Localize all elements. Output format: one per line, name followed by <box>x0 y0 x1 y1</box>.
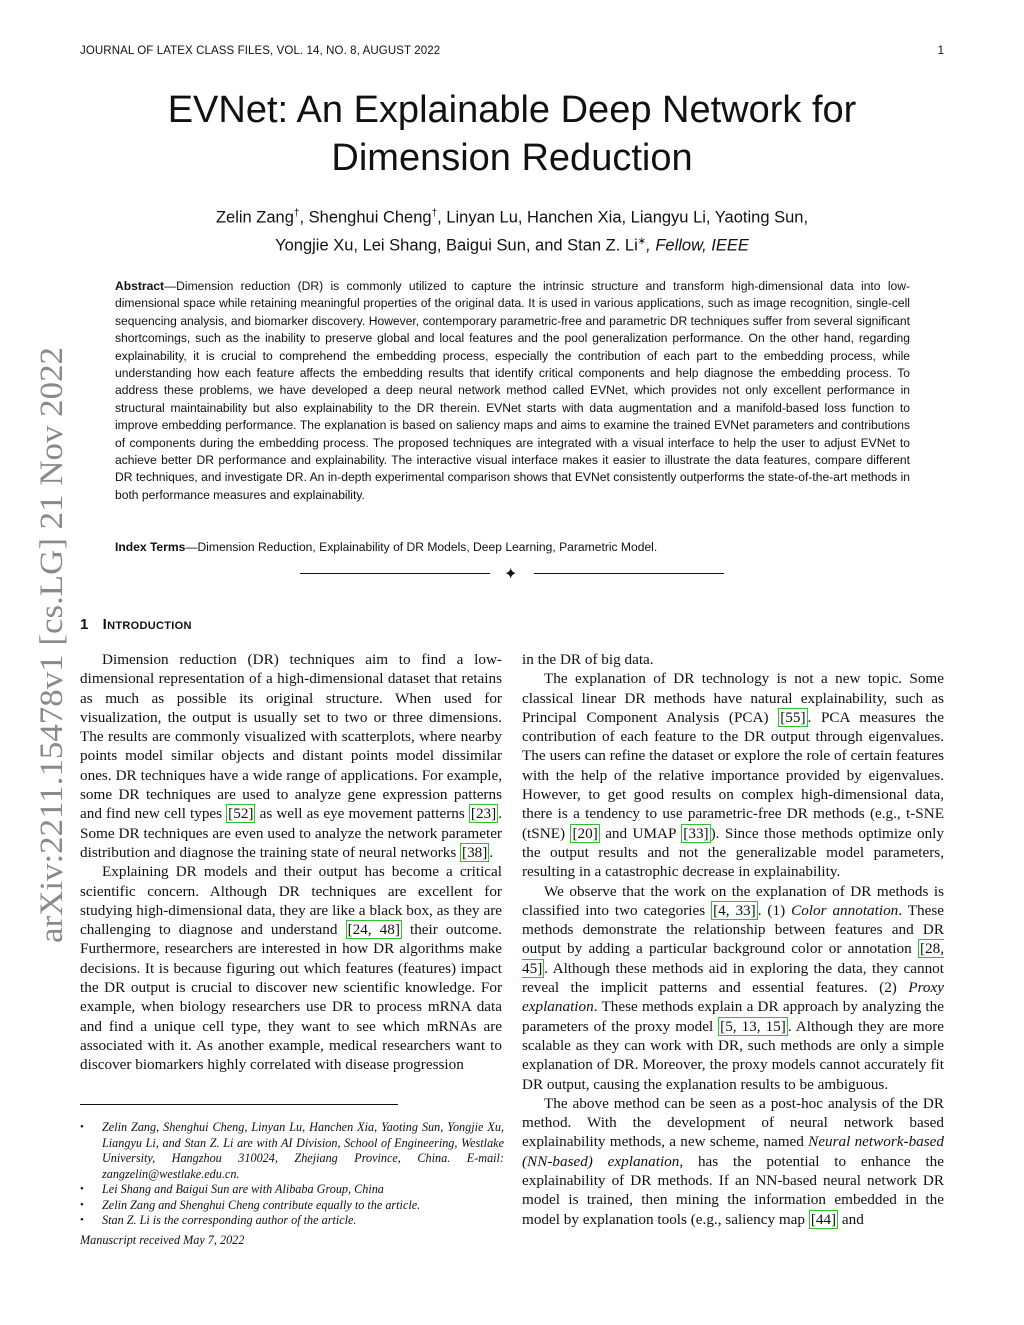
text-run: , has the potential to enhance the explainability of DR methods. If an NN-based neural network DR model is trained, then mining the information embedded in the model by explanation tools (e.g., saliency map <box>522 1152 944 1228</box>
author-name: Zelin Zang <box>215 208 294 227</box>
author-names: , Linyan Lu, Hanchen Xia, Liangyu Li, Yaoting Sun, <box>437 208 809 227</box>
running-head: JOURNAL OF LATEX CLASS FILES, VOL. 14, NO. 8, AUGUST 2022 <box>80 45 441 57</box>
text-run: The explanation of DR technology is not a new topic. Some classical linear DR methods have natural explainability, such as Principal Component Analysis (PCA) <box>522 670 944 726</box>
paragraph <box>80 862 502 1074</box>
paper-title <box>80 86 944 182</box>
citation-link[interactable]: [33] <box>683 824 709 842</box>
paragraph: in the DR of big data. <box>522 651 654 668</box>
page-number: 1 <box>937 45 944 57</box>
paragraph <box>522 882 944 1094</box>
section-separator <box>300 563 724 583</box>
separator-diamond-icon: ✦ <box>504 566 518 583</box>
text-run: . These methods demonstrate the relationship between features and DR output by adding a particular background color or annotation <box>522 901 944 958</box>
citation-link[interactable]: [24, 48] <box>347 921 400 939</box>
footnote-text: Zelin Zang, Shenghui Cheng, Linyan Lu, Hanchen Xia, Yaoting Sun, Yongjie Xu, Liangyu Li, and Stan Z. Li are with AI Division, School of Engineering, Westlake University, Hangzhou 310024, Zhejiang Province, China. E-mail: zangzelin@westlake.edu.cn. <box>102 1120 504 1181</box>
bullet-icon: • <box>80 1183 84 1195</box>
citation-link[interactable]: [23] <box>470 805 497 823</box>
footnote-item <box>80 1213 504 1229</box>
bullet-icon: • <box>80 1198 84 1211</box>
citation-link[interactable]: [52] <box>228 805 254 823</box>
separator-rule-right <box>534 573 724 574</box>
footnote-item <box>80 1182 504 1198</box>
corresponding-author-mark: ∗ <box>637 235 647 247</box>
index-terms-label: Index Terms <box>115 540 186 554</box>
author-list <box>80 202 944 257</box>
arxiv-stamp-text: arXiv:2211.15478v1 [cs.LG] 21 Nov 2022 <box>34 379 70 943</box>
author-name: , Shenghui Cheng <box>299 208 432 227</box>
text-run: . Although these methods aid in exploring the data, they cannot reveal the implicit patterns and essential features. (2) <box>522 959 944 997</box>
citation-link[interactable]: [20] <box>572 824 598 842</box>
manuscript-note: Manuscript received May 7, 2022 <box>80 1233 245 1247</box>
text-run: Explaining DR models and their output has become a critical scientific concern. Although DR techniques are excellent for studying high-dimensional data, they are like a black box, as they are challenging to diagnose and understand <box>80 863 502 939</box>
citation-link[interactable]: [44] <box>810 1210 837 1228</box>
author-affiliation-title: , Fellow, IEEE <box>646 236 749 254</box>
author-names: Yongjie Xu, Lei Shang, Baigui Sun, and Stan Z. Li <box>275 236 638 254</box>
text-run: their outcome. Furthermore, researchers are interested in how DR algorithms make decisions. It is because figuring out which features (features) impact the DR output is crucial to discover new scientific knowledge. For example, when biology researchers use DR to process mRNA data and find a unique cell type, they want to see which mRNAs are associated with it. As another example, medical researchers want to discover biomarkers highly correlated with disease progression <box>80 921 502 1074</box>
footnote-item <box>80 1198 504 1214</box>
text-run: We observe that the work on the explanation of DR methods is classified into two categories <box>522 882 944 919</box>
index-terms-text: —Dimension Reduction, Explainability of DR Models, Deep Learning, Parametric Model. <box>185 540 658 554</box>
emphasis-term: Proxy explanation <box>522 979 944 1016</box>
equal-contribution-mark: † <box>431 208 438 219</box>
abstract-label: Abstract <box>115 279 165 293</box>
paragraph <box>80 650 502 862</box>
text-run: . (1) <box>757 901 792 919</box>
paper-title-line-1: EVNet: An Explainable Deep Network for <box>167 89 857 131</box>
text-run: . Some DR techniques are even used to analyze the network parameter distribution and diagnose the training state of neural networks <box>80 805 502 861</box>
text-run: . These methods explain a DR approach by analyzing the parameters of the proxy model <box>522 998 944 1035</box>
footnotes <box>80 1120 504 1229</box>
equal-contribution-mark: † <box>293 208 300 219</box>
text-run: as well as eye movement patterns <box>255 805 469 823</box>
abstract <box>115 278 910 504</box>
section-number: 1 <box>80 616 89 633</box>
paragraph <box>522 1094 944 1229</box>
bullet-icon: • <box>80 1214 84 1226</box>
left-column <box>80 650 502 1075</box>
separator-rule-left <box>300 573 490 574</box>
text-run: and UMAP <box>599 824 682 842</box>
text-run: ). Since those methods optimize only the output results and not the generalizable model parameters, resulting in a catastrophic decrease in explainability. <box>522 824 944 881</box>
citation-link[interactable]: [4, 33] <box>713 901 756 919</box>
footnote-text: Lei Shang and Baigui Sun are with Alibaba Group, China <box>102 1182 384 1196</box>
index-terms <box>115 539 910 556</box>
section-heading <box>80 616 192 633</box>
text-run: and <box>838 1210 864 1228</box>
text-run: . PCA measures the contribution of each feature to the DR output through eigenvalues. The users can refine the dataset or explore the role of certain features with the help of the relative importance provided by eigenvalues. However, to get good results on complex high-dimensional data, there is a tendency to use parametric-free DR methods (e.g., t-SNE (tSNE) <box>522 708 944 842</box>
emphasis-term: Color annotation <box>791 901 899 919</box>
arxiv-stamp <box>28 345 70 945</box>
citation-link[interactable]: [38] <box>462 843 488 861</box>
text-run: Dimension reduction (DR) techniques aim to find a low-dimensional representation of a high-dimensional dataset that retains as much as possible its original structure. When used for visualization, the output is usually set to two or three dimensions. The results are commonly visualized with scatterplots, where nearby points model similar objects and distant points model dissimilar ones. DR techniques have a wide range of applications. For example, some DR techniques are used to analyze gene expression patterns and find new cell types <box>80 651 502 823</box>
citation-link[interactable]: [55] <box>780 708 806 726</box>
paragraph <box>522 669 944 881</box>
bullet-icon: • <box>80 1121 84 1133</box>
footnote-text: Zelin Zang and Shenghui Cheng contribute equally to the article. <box>102 1197 421 1212</box>
citation-link[interactable]: [28, 45] <box>522 940 944 977</box>
text-run: The above method can be seen as a post-hoc analysis of the DR method. With the development of neural network based explainability methods, a new scheme, named <box>522 1094 944 1151</box>
abstract-text: —Dimension reduction (DR) is commonly utilized to capture the intrinsic structure and transform high-dimensional data into low-dimensional space while retaining meaningful properties of the original data. It is used in various applications, such as image recognition, single-cell sequencing analysis, and biomarker discovery. However, contemporary parametric-free and parametric DR techniques suffer from several significant shortcomings, such as the inability to preserve global and local features and the pool generalization performance. On the other hand, regarding explainability, it is crucial to comprehend the embedding process, especially the contribution of each part to the embedding process, while understanding how each feature affects the embedding results that identify critical components and help diagnose the embedding process. To address these problems, we have developed a deep neural network method called EVNet, which provides not only excellent performance in structural maintainability but also explainability to the DR therein. EVNet starts with data augmentation and a manifold-based loss function to improve embedding performance. The explanation is based on saliency maps and aims to examine the trained EVNet parameters and contributions of components during the embedding process. The proposed techniques are integrated with a visual interface to help the user to adjust EVNet to achieve better DR performance and explainability. The interactive visual interface makes it easier to illustrate the data features, compare different DR techniques, and investigate DR. An in-depth experimental comparison shows that EVNet consistently outperforms the state-of-the-art methods in both performance measures and explainability. <box>115 279 910 502</box>
text-run: . <box>489 843 494 861</box>
paper-title-line-2: Dimension Reduction <box>331 137 693 179</box>
footnote-rule <box>80 1104 398 1105</box>
right-column <box>522 650 944 1229</box>
citation-link[interactable]: [5, 13, 15] <box>720 1017 786 1035</box>
section-title: Introduction <box>102 616 192 633</box>
footnote-item <box>80 1120 504 1182</box>
footnote-text: Stan Z. Li is the corresponding author of the article. <box>102 1213 357 1227</box>
text-run: . Although they are more scalable as they can work with DR, such methods are only a simple explanation of DR. Moreover, the proxy models cannot accurately fit DR output, causing the explanation results to be ambiguous. <box>522 1017 944 1093</box>
emphasis-term: Neural network-based (NN-based) explanation <box>522 1133 944 1170</box>
